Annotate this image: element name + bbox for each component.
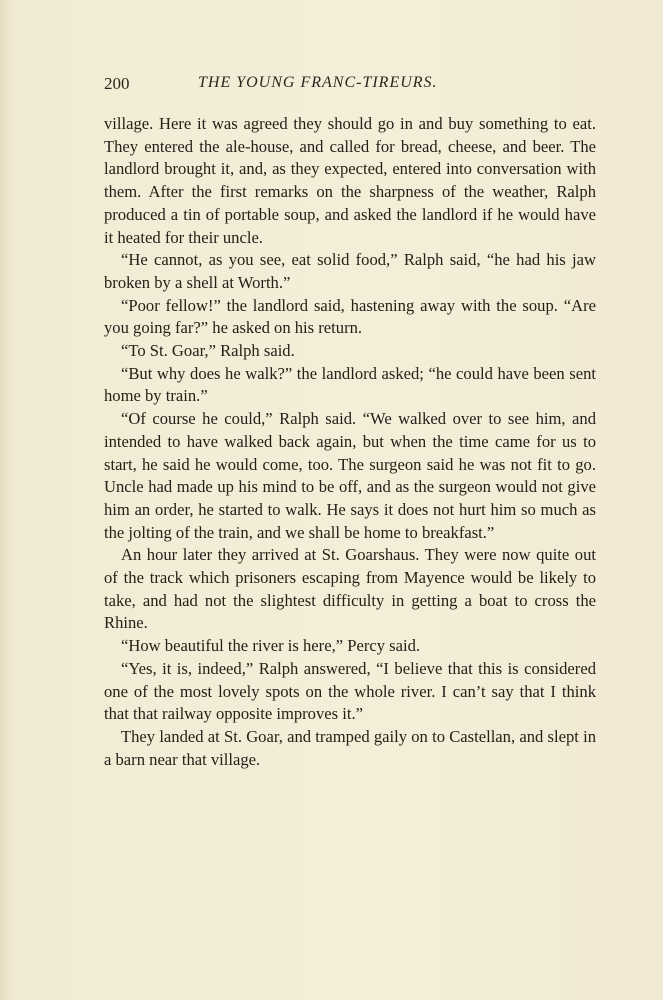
paragraph: “But why does he walk?” the landlord asked; “he could have been sent home by train.” xyxy=(104,363,596,406)
body-text xyxy=(104,113,596,771)
page-number: 200 xyxy=(104,74,130,93)
paragraph: “He cannot, as you see, eat solid food,” Ralph said, “he had his jaw broken by a shell at Worth.” xyxy=(104,250,596,292)
running-title: THE YOUNG FRANC-TIREURS. xyxy=(198,74,438,91)
paragraph: “How beautiful the river is here,” Percy said. xyxy=(121,636,421,656)
paragraph: They landed at St. Goar, and tramped gaily on to Castellan, and slept in a barn near that village. xyxy=(104,726,596,769)
page-header xyxy=(104,74,598,98)
paragraph: “Poor fellow!” the landlord said, hastening away with the soup. “Are you going far?” he asked on his return. xyxy=(104,295,596,338)
paragraph: “Yes, it is, indeed,” Ralph answered, “I believe that this is considered one of the most lovely spots on the whole river. I can’t say that I think that that railway opposite improves it.” xyxy=(104,658,596,724)
paragraph: “To St. Goar,” Ralph said. xyxy=(121,341,295,361)
paragraph: village. Here it was agreed they should go in and buy something to eat. They entered the ale-house, and called for bread, cheese, and beer. The landlord brought it, and, as they expected, entered into conversation with them. After the first remarks on the sharpness of the weather, Ralph produced a tin of portable soup, and asked the landlord if he would have it heated for their uncle. xyxy=(104,114,596,247)
paragraph: An hour later they arrived at St. Goarshaus. They were now quite out of the track which prisoners escaping from Mayence would be likely to take, and had not the slightest difficulty in getting a boat to cross the Rhine. xyxy=(104,545,596,633)
paragraph: “Of course he could,” Ralph said. “We walked over to see him, and intended to have walked back again, but when the time came for us to start, he said he would come, too. The surgeon said he was not fit to go. Uncle had made up his mind to be off, and as the surgeon would not give him an order, he started to walk. He says it does not hurt him so much as the jolting of the train, and we shall be home to breakfast.” xyxy=(104,409,596,542)
